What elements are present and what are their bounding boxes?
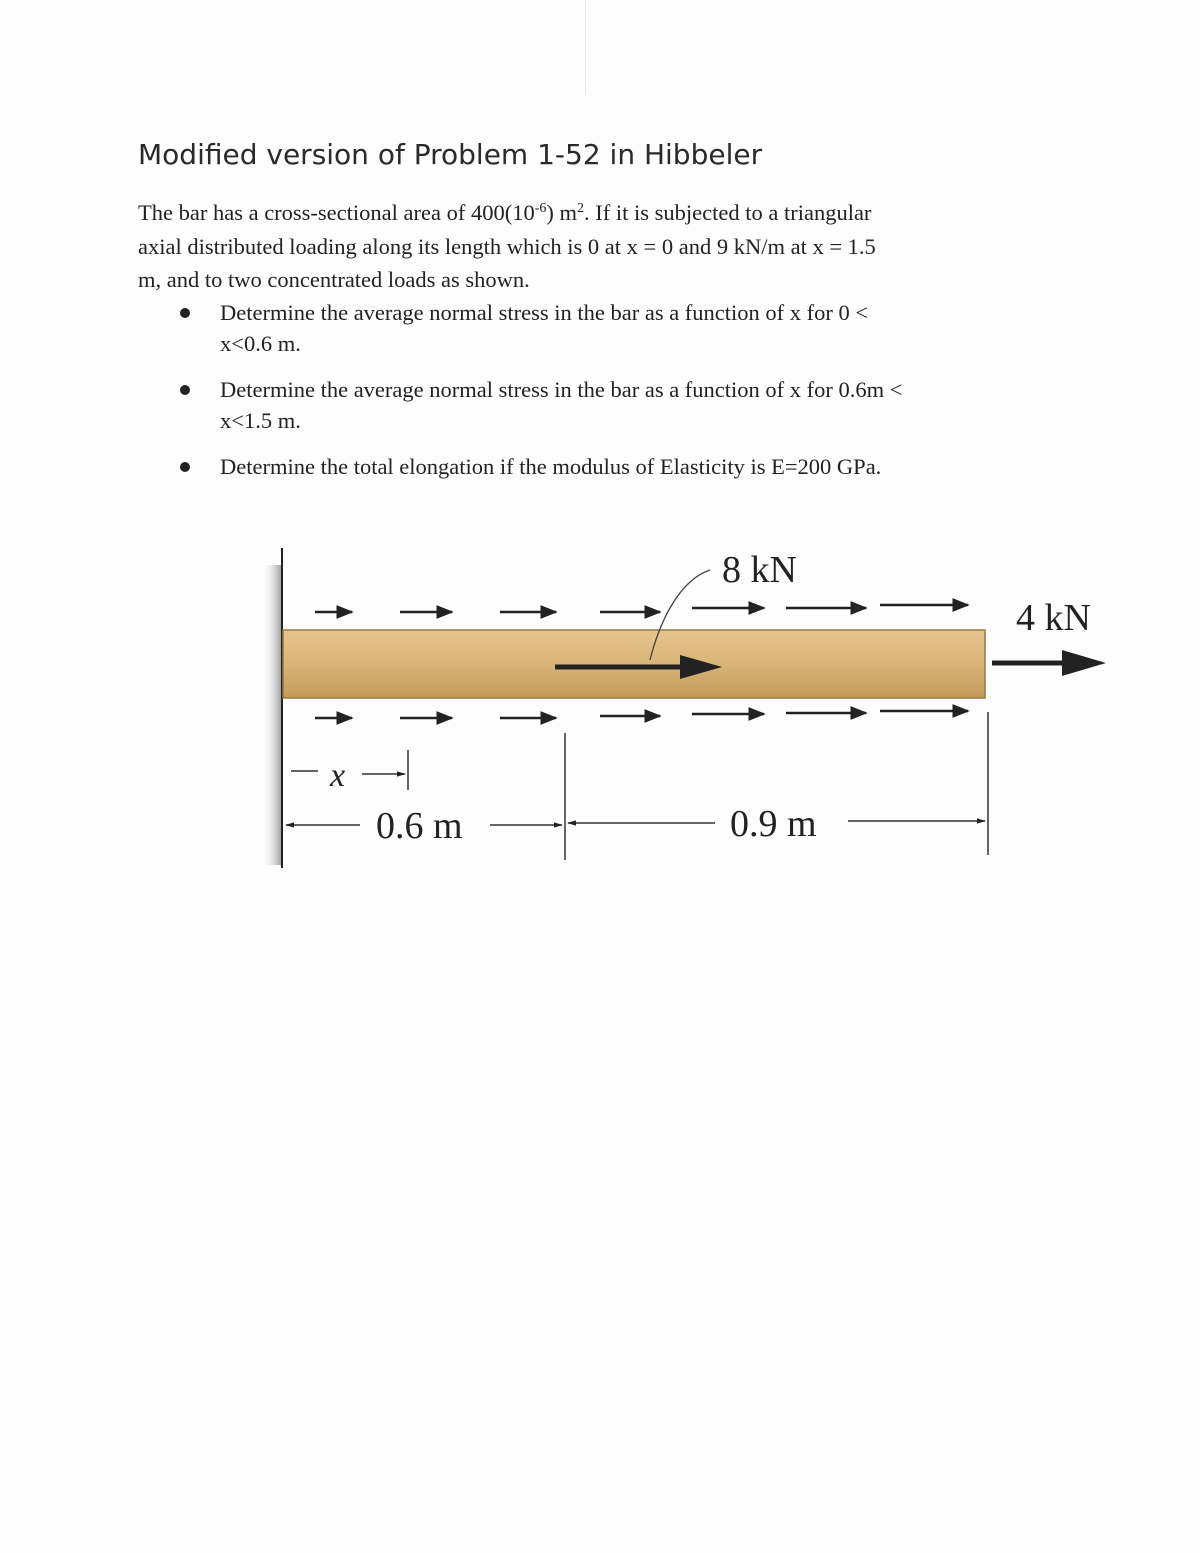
question-text: Determine the total elongation if the modulus of Elasticity is E=200 GPa. xyxy=(220,454,882,479)
problem-title: Modified version of Problem 1-52 in Hibbeler xyxy=(138,138,763,171)
load-8kn-label: 8 kN xyxy=(722,549,797,591)
intro-line-2: axial distributed loading along its length which is 0 at x = 0 and 9 kN/m at x = 1.5 xyxy=(138,234,876,259)
bar-body xyxy=(283,630,985,698)
wall-shading xyxy=(262,565,282,865)
intro-line-3: m, and to two concentrated loads as shown. xyxy=(138,267,530,292)
question-text: Determine the average normal stress in the bar as a function of x for 0.6m < xyxy=(220,377,903,402)
question-text: Determine the average normal stress in the bar as a function of x for 0 < xyxy=(220,300,869,325)
distributed-load-bottom xyxy=(315,711,968,718)
intro-line-1: The bar has a cross-sectional area of $400(10^{-6})$ $m^2$. If it is subjected to a triangular xyxy=(138,200,872,225)
x-coordinate-label: x xyxy=(330,757,346,794)
load-4kn-arrowhead-icon xyxy=(1062,650,1106,676)
dim-label-0-6: 0.6 m xyxy=(376,805,463,847)
dim-label-0-9: 0.9 m xyxy=(730,803,817,845)
load-4kn-label: 4 kN xyxy=(1016,597,1091,639)
distributed-load-top xyxy=(315,605,968,612)
question-text-cont: x<0.6 m. xyxy=(220,331,301,356)
question-text-cont: x<1.5 m. xyxy=(220,408,301,433)
